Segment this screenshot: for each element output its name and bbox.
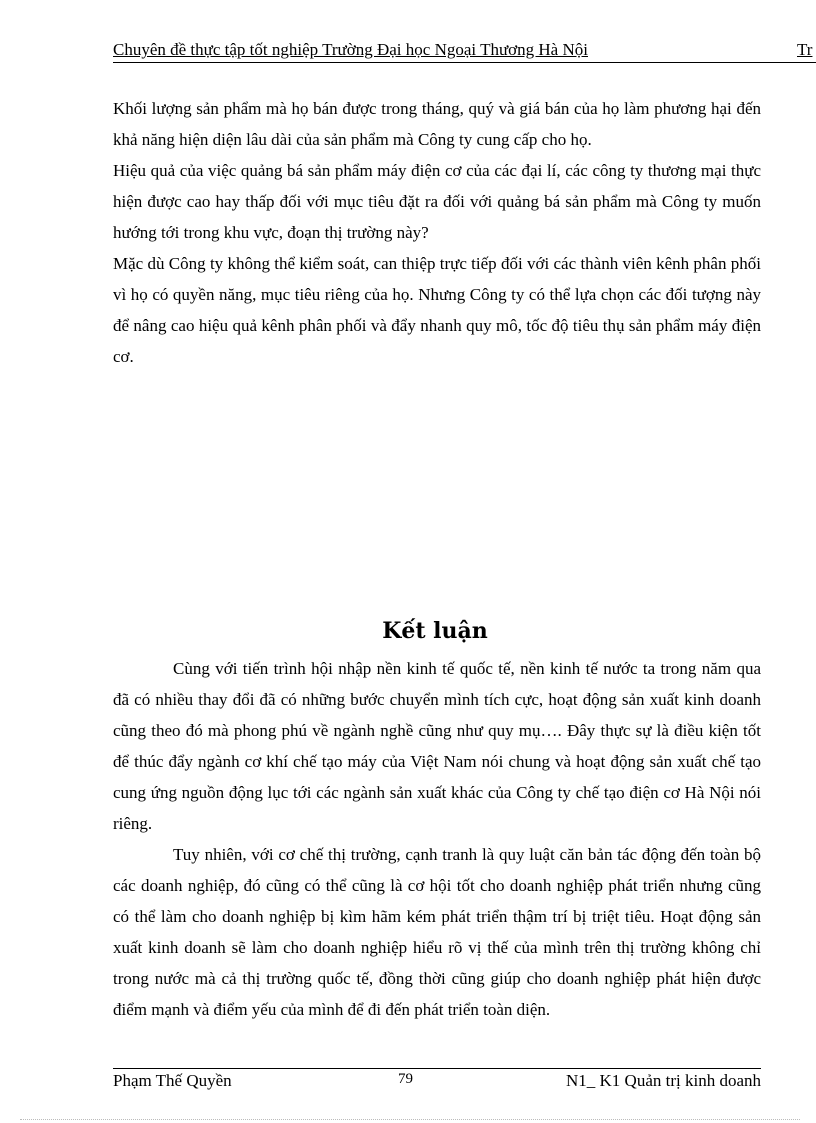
paragraph: Mặc dù Công ty không thể kiểm soát, can thiệp trực tiếp đối với các thành viên kênh phân phối vì họ có quyền năng, mục tiêu riêng của họ. Nhưng Công ty có thể lựa chọn các đối tượng này để nâng cao hiệu quả kênh phân phối và đẩy nhanh quy mô, tốc độ tiêu thụ sản phẩm máy điện cơ. — [113, 254, 761, 366]
header-title: Chuyên đề thực tập tốt nghiệp Trường Đại học Ngoại Thương Hà Nội — [113, 40, 588, 59]
page-header — [113, 38, 816, 63]
conclusion-text — [113, 653, 761, 1025]
intro-text — [113, 93, 761, 372]
paragraph: Hiệu quả của việc quảng bá sản phẩm máy điện cơ của các đại lí, các công ty thương mại thực hiện được cao hay thấp đối với mục tiêu đặt ra đối với quảng bá sản phẩm mà Công ty muốn hướng tới trong khu vực, đoạn thị trường này? — [113, 161, 761, 242]
page-edge-dots — [20, 1119, 800, 1120]
footer-department: N1_ K1 Quản trị kinh doanh — [565, 1071, 761, 1090]
footer-divider — [113, 1068, 761, 1069]
page-number: 79 — [398, 1071, 413, 1087]
paragraph: Tuy nhiên, với cơ chế thị trường, cạnh tranh là quy luật căn bản tác động đến toàn bộ các doanh nghiệp, đó cũng có thể cũng là cơ hội tốt cho doanh nghiệp phát triển nhưng cũng có thể làm cho doanh nghiệp bị kìm hãm kém phát triển thậm trí bị triệt tiêu. Hoạt động sản xuất kinh doanh sẽ làm cho doanh nghiệp hiểu rõ vị thế của mình trên thị trường không chỉ trong nước mà cả thị trường quốc tế, đồng thời cũng giúp cho doanh nghiệp phát hiện được điểm mạnh và điểm yếu của mình để đi đến phát triển toàn diện. — [113, 845, 761, 1019]
paragraph: Cùng với tiến trình hội nhập nền kinh tế quốc tế, nền kinh tế nước ta trong năm qua đã có nhiều thay đổi đã có những bước chuyển mình tích cực, hoạt động sản xuất kinh doanh cũng theo đó mà phong phú về ngành nghề cũng như quy mụ…. Đây thực sự là điều kiện tốt để thúc đẩy ngành cơ khí chế tạo máy của Việt Nam nói chung và hoạt động sản xuất chế tạo cung ứng nguồn động lục tới các ngành sản xuất khác của Công ty chế tạo điện cơ Hà Nội nói riêng. — [113, 659, 761, 833]
section-heading: Kết luận — [382, 618, 488, 644]
header-truncated-text: Tr — [797, 40, 813, 59]
footer-author: Phạm Thế Quyền — [113, 1071, 232, 1090]
paragraph: Khối lượng sản phẩm mà họ bán được trong tháng, quý và giá bán của họ làm phương hại đến khả năng hiện diện lâu dài của sản phẩm mà Công ty cung cấp cho họ. — [113, 99, 761, 149]
page-footer — [113, 1071, 761, 1093]
